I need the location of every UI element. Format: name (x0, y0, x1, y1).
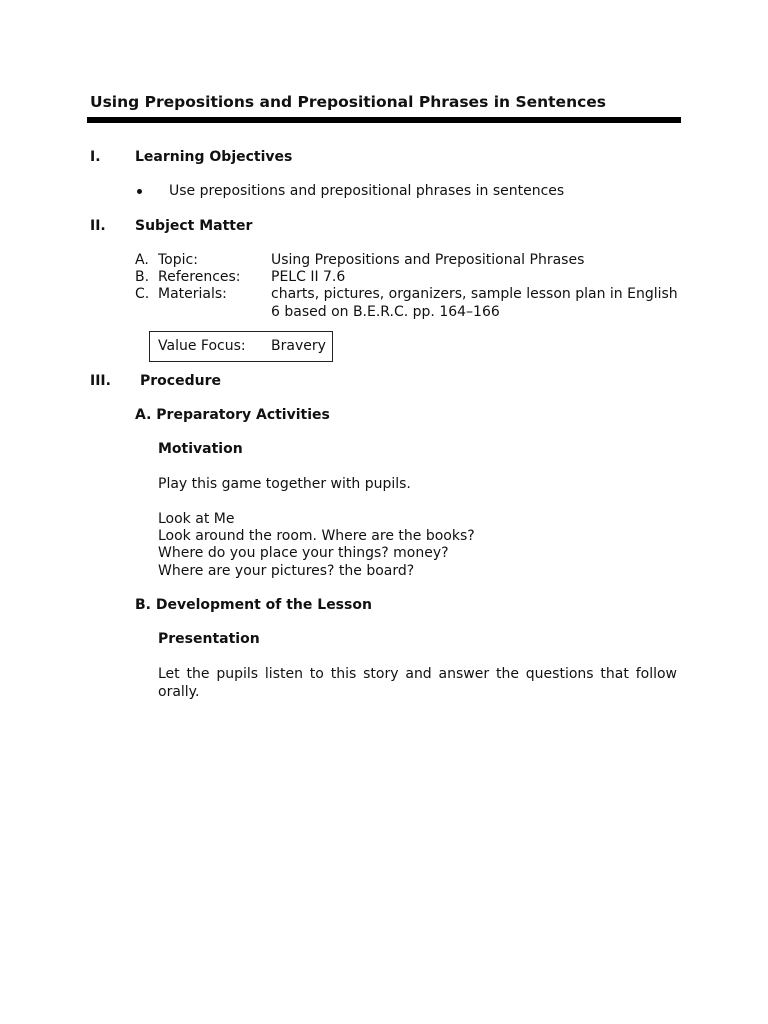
presentation-paragraph: Let the pupils listen to this story and answer the questions that follow orally. (158, 666, 677, 700)
item-letter-topic: A. (135, 252, 149, 268)
item-value-materials: charts, pictures, organizers, sample lesson plan in English (271, 286, 678, 302)
bullet-icon (137, 189, 142, 194)
value-focus-label: Value Focus: (158, 338, 246, 354)
game-line: Look around the room. Where are the books? (158, 528, 475, 544)
section-heading-procedure: Procedure (140, 373, 221, 389)
item-label-topic: Topic: (158, 252, 198, 268)
value-focus-value: Bravery (271, 338, 326, 354)
section-heading-objectives: Learning Objectives (135, 149, 293, 165)
section-number-subject-matter: II. (90, 218, 106, 234)
item-label-materials: Materials: (158, 286, 227, 302)
sub-heading-presentation: Presentation (158, 631, 260, 647)
section-number-objectives: I. (90, 149, 101, 165)
game-line: Look at Me (158, 511, 235, 527)
sub-heading-motivation: Motivation (158, 441, 243, 457)
item-value-references: PELC II 7.6 (271, 269, 346, 285)
title-rule (87, 117, 681, 123)
game-line: Where do you place your things? money? (158, 545, 449, 561)
item-letter-materials: C. (135, 286, 150, 302)
item-value-topic: Using Prepositions and Prepositional Phrases (271, 252, 585, 268)
subsection-heading-preparatory: A. Preparatory Activities (135, 407, 330, 423)
item-label-references: References: (158, 269, 241, 285)
item-value-materials-cont: 6 based on B.E.R.C. pp. 164–166 (271, 304, 500, 320)
subsection-heading-development: B. Development of the Lesson (135, 597, 372, 613)
motivation-intro: Play this game together with pupils. (158, 476, 411, 492)
section-number-procedure: III. (90, 373, 111, 389)
item-letter-references: B. (135, 269, 150, 285)
objective-item: Use prepositions and prepositional phrases in sentences (169, 183, 565, 199)
game-line: Where are your pictures? the board? (158, 563, 415, 579)
document-title: Using Prepositions and Prepositional Phrases in Sentences (90, 93, 607, 111)
section-heading-subject-matter: Subject Matter (135, 218, 253, 234)
